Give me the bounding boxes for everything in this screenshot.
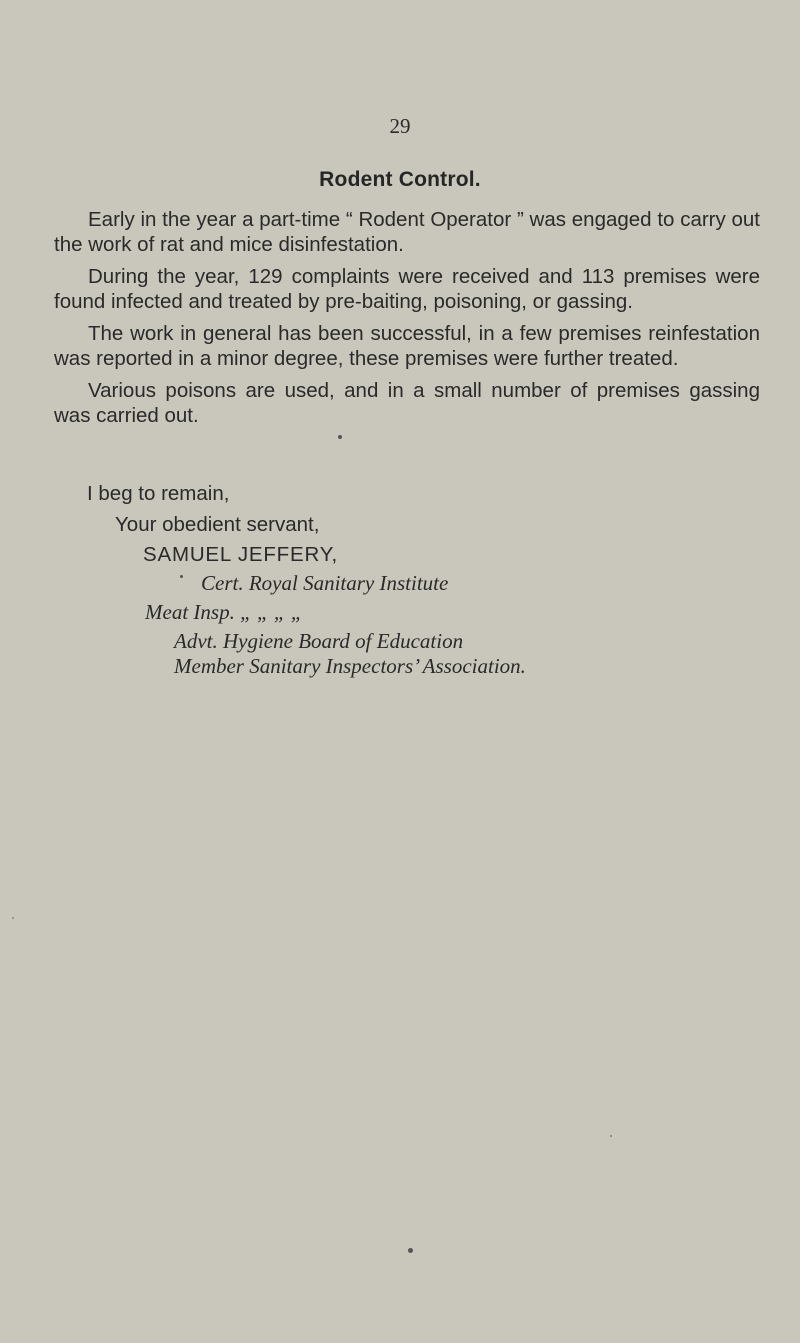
credential-line: Cert. Royal Sanitary Institute	[201, 571, 449, 595]
scan-speck	[180, 575, 183, 578]
scan-speck	[338, 435, 342, 439]
scan-speck	[408, 1248, 413, 1253]
paragraph-complaints: During the year, 129 complaints were received and 113 premises were found infected and treated by pre-baiting, poisoning, or gassing.	[54, 265, 760, 313]
section-heading: Rodent Control.	[319, 168, 481, 191]
page-number: 29	[389, 114, 411, 138]
closing-servant: Your obedient servant,	[115, 513, 320, 536]
credential-line: Member Sanitary Inspectors’ Association.	[174, 654, 526, 678]
paragraph-results: The work in general has been successful, in a few premises reinfestation was reported in a minor degree, these premises were further treated.	[54, 322, 760, 370]
closing-remain: I beg to remain,	[87, 482, 230, 505]
paragraph-poisons: Various poisons are used, and in a small number of premises gassing was carried out.	[54, 379, 760, 427]
report-body	[54, 207, 760, 435]
paragraph-operator: Early in the year a part-time “ Rodent Operator ” was engaged to carry out the work of rat and mice disinfestation.	[54, 208, 760, 256]
credential-line: Meat Insp. „ „ „ „	[145, 600, 303, 624]
scan-speck	[610, 1135, 612, 1137]
credential-line: Advt. Hygiene Board of Education	[174, 629, 464, 653]
scan-speck	[12, 917, 14, 919]
signatory-name: SAMUEL JEFFERY,	[143, 543, 339, 566]
